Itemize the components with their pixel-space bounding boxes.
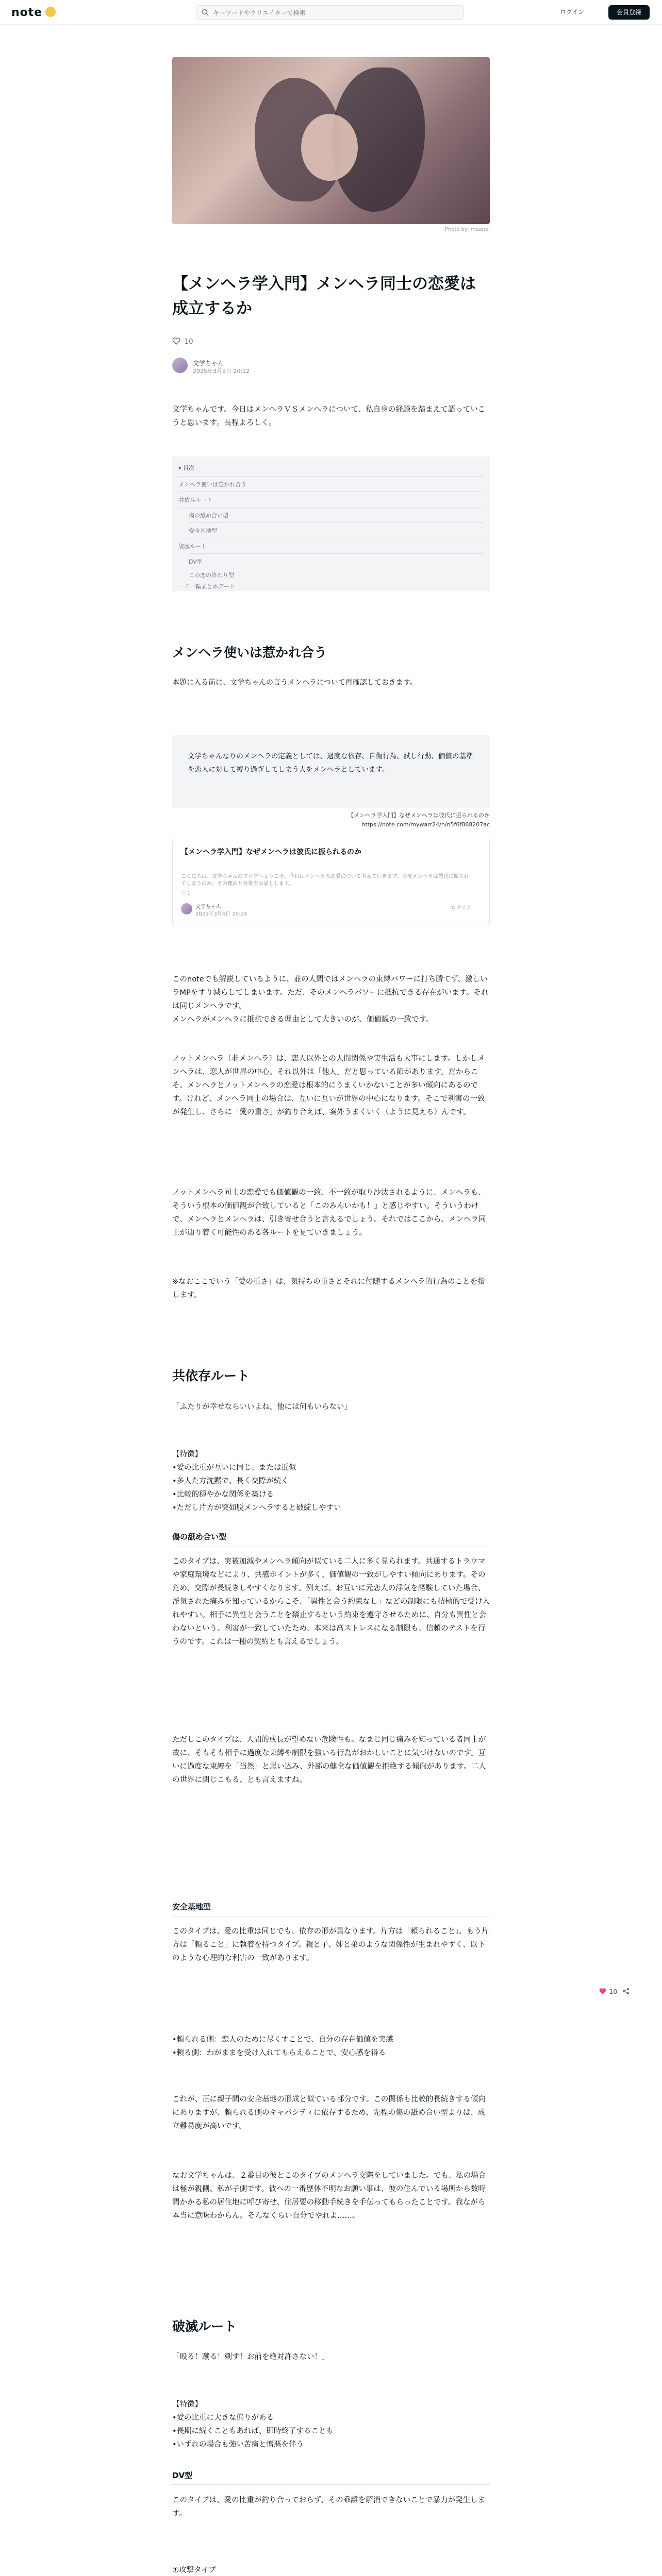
tagline: 「殴る！蹴る！刺す！お前を絶対許さない！」 [172, 2353, 329, 2361]
card-like: ♡ 1 [181, 891, 191, 896]
login-link[interactable]: ログイン [560, 8, 585, 15]
paragraph: このnoteでも解説しているように、並の人間ではメンヘラの束縛パワーに打ち勝てず、激しいラMPをすり減らしてしまいます。ただ、そのメンヘラパワーに抵抗できる存在がいます。それは同じメンヘラです。 [172, 975, 489, 1010]
list-item: •いずれの場合も強い苦痛と憎悪を伴う [172, 2441, 304, 2449]
section-heading: メンヘラ使いは惹かれ合う [172, 645, 327, 660]
list-item: ①攻撃タイプ [172, 2566, 216, 2574]
share-icon[interactable] [622, 1988, 630, 1995]
article-title: 【メンヘラ学入門】メンヘラ同士の恋愛は成立するか [172, 275, 476, 318]
section-heading: 破滅ルート [172, 2319, 237, 2334]
logo-emoji-icon [45, 7, 56, 17]
subsection-heading: DV型 [172, 2471, 193, 2480]
card-author: 文学ちゃん [195, 904, 221, 910]
paragraph: ただしこのタイプは、人間的成長が望めない危険性も。なまじ同じ痛みを知っている者同士が故に、そもそも相手に過度な束縛や制限を強いる行為がおかしいことに気づけないのです。互いに過度な束縛を「当然」と思い込み、外部の健全な価値観を拒絶する傾向があります。二人の世界に閉じこもる、とも言えますね。 [172, 1736, 486, 1784]
paragraph: メンヘラがメンヘラに抵抗できる理由として大きいのが、価値観の一致です。 [172, 1015, 434, 1024]
list-item: •ただし片方が突如脱メンヘラすると破綻しやすい [172, 1504, 341, 1512]
like-row[interactable] [172, 337, 193, 346]
search-box[interactable] [196, 5, 464, 20]
embed-card[interactable] [172, 839, 490, 926]
quote-citation: 【メンヘラ学入門】なぜメンヘラは彼氏に振られるのか [348, 812, 490, 819]
toc-item[interactable]: 破滅ルート [178, 543, 207, 550]
top-navbar [0, 0, 662, 25]
toc-item[interactable]: DV型 [189, 558, 203, 565]
quote-text: 文学ちゃんなりのメンヘラの定義としては、過度な依存、自傷行為、試し行動、価値の基準を恋人に対して縛り過ぎしてしまう人をメンヘラとしています。 [188, 752, 473, 774]
intro-paragraph: 文学ちゃんです。今日はメンヘラＶＳメンヘラについて、私自身の経験を踏まえて語っていこうと思います。長程よろしく。 [172, 405, 486, 427]
toc-item[interactable]: 一羊一輸まとめデート [178, 583, 235, 590]
floating-like-count: 10 [609, 1988, 618, 1995]
tagline: 「ふたりが幸せならいいよね、他には何もいらない」 [172, 1403, 352, 1411]
paragraph: このタイプは、愛の比重は同じでも、依存の形が異なります。片方は「頼られること」、もう片方は「頼ること」に執着を持つタイプ。親と子、姉と弟のような関係性が生まれやすく、以下のような心理的な利害の一致があります。 [172, 1927, 489, 1962]
toc-item[interactable]: 傷の舐め合い型 [189, 512, 228, 519]
table-of-contents [172, 456, 490, 591]
list-item: •愛の比重に大きな偏りがある [172, 2414, 274, 2422]
signup-button[interactable]: 会員登録 [608, 5, 650, 20]
toc-item[interactable]: この恋の終わり型 [189, 572, 234, 579]
floating-like[interactable] [599, 1988, 630, 1995]
toc-item[interactable]: 共依存ルート [178, 497, 212, 503]
list-item: •多人た方沈黙で、長く交際が続く [172, 1477, 289, 1485]
citation-link[interactable]: https://note.com/mywarr24/n/n5f6f868207ac [361, 821, 490, 828]
list-item: •長期に続くこともあれば、即時終了することも [172, 2427, 334, 2435]
paragraph: これが、正に親子間の安全基地の形成と似ている部分です。この関係も比較的長続きする傾向にありますが、頼られる側のキャパシティに依存するため、先程の傷の舐め合い型よりは、成立難易度が高いです。 [172, 2095, 486, 2130]
toc-item[interactable]: メンヘラ使いは惹かれ合う [178, 481, 246, 488]
blockquote [172, 735, 490, 808]
like-count: 10 [185, 338, 193, 346]
paragraph: ※なおここでいう「愛の重さ」は、気持ちの重さとそれに付随するメンヘラ的行為のことを指します。 [172, 1278, 485, 1299]
subsection-heading: 安全基地型 [172, 1902, 211, 1911]
note-logo[interactable]: note [11, 6, 56, 19]
paragraph: 本題に入る前に、文学ちゃんの言うメンヘラについて再確認しておきます。 [172, 679, 417, 687]
feature-heading: 【特徴】 [172, 1450, 202, 1459]
paragraph: なお文学ちゃんは、２番目の彼とこのタイプのメンヘラ交際をしていました。でも、私の場合は極が親側、私が子側です。彼への一番歴体不明なお願い事は、彼の住んでいる場所から数時間かかる私の居住地に呼び寄せ、住居要の移動手続きを手伝ってもらったことです。我ながら本当に意味わからん。そんなくらい自分でやれよ……。 [172, 2172, 486, 2220]
section-heading: 共依存ルート [172, 1368, 250, 1383]
search-input[interactable] [213, 8, 455, 18]
paragraph: ノットメンヘラ（非メンヘラ）は、恋人以外との人間関係や実生活も大事にします。しかしメンヘラは、恋人が世界の中心。それ以外は「他人」だと思っている節があります。だからこそ、メンヘラとノットメンヘラの恋愛は根本的にうまくいかないことが多い傾向にあるのです。けれど、メンヘラ同士の場合は、互いに互いが世界の中心になります。そこで利害の一致が発生し、さらに「愛の重さ」が釣り合えば、案外うまくいく（ように見える）んです。 [172, 1055, 485, 1116]
heart-icon[interactable] [172, 337, 180, 345]
hero-image [172, 57, 490, 224]
subsection-heading: 傷の舐め合い型 [172, 1532, 227, 1541]
card-date: 2025年3月4日 20:24 [195, 911, 247, 917]
toc-heading[interactable]: ▾ 目次 [178, 465, 195, 471]
card-description: こんにちは、文学ちゃんのブログへようこそ。今日はメンヘラの恋愛について考えていきます。なぜメンヘラは彼氏に振られてしまうのか、その理由と対策をお話しします。 [181, 874, 469, 887]
heart-icon[interactable] [599, 1988, 606, 1995]
publish-date: 2025年3月9日 20:22 [193, 368, 250, 375]
list-item: •頼る側：わがままを受け入れてもらえることで、安心感を得る [172, 2049, 386, 2057]
feature-heading: 【特徴】 [172, 2400, 202, 2409]
paragraph: ノットメンヘラ同士の恋愛でも価値観の一致、不一致が取り沙汰されるように、メンヘラも、そういう根本の価値観が合致していると「このみんいかも！」と感じやすい。そういうわけで、メンヘラとメンヘラは、引き寄せ合うと言えるでしょう。それではここから、メンヘラ同士が辿り着く可能性のある各ルートを見ていきましょう。 [172, 1189, 486, 1237]
paragraph: このタイプは、実被加減やメンヘラ傾向が似ている二人に多く見られます。共通するトラウマや家庭環境などにより、共感ポイントが多く、価値観の一致がしやすい傾向にあります。そのため、交際が長続きしやすくなります。例えば、お互いに元恋人の浮気を経験していた場合、浮気された痛みを知っているからこそ、「異性と会う約束なし」などの制限にも積極的で受け入れやすい。相手に異性と会うことを禁止するという約束を遵守させるために、自分も異性と会わないという。利害が一致していたため、本来は高ストレスになる制限も、信頼のテストを行うのです。これは一種の契約とも言えるでしょう。 [172, 1557, 490, 1646]
avatar[interactable] [172, 358, 188, 373]
avatar [181, 903, 192, 914]
list-item: •愛の比重が互いに同じ、または近似 [172, 1464, 296, 1472]
card-title[interactable]: 【メンヘラ学入門】なぜメンヘラは彼氏に振られるのか [181, 848, 361, 856]
search-icon [202, 9, 209, 16]
author-name[interactable]: 文学ちゃん [193, 360, 224, 367]
photo-credit[interactable]: Photo by: maanoi [444, 227, 490, 232]
list-item: •頼られる側：恋人のために尽くすことで、自分の存在価値を実感 [172, 2036, 393, 2044]
card-follow-link[interactable]: ログイン [451, 905, 472, 911]
paragraph: このタイプは、愛の比重が釣り合っておらず、その乖離を解消できないことで暴力が発生します。 [172, 2496, 486, 2518]
chevron-down-icon: ▾ [178, 465, 184, 471]
author-info[interactable] [172, 355, 378, 376]
list-item: •比較的穏やかな関係を築ける [172, 1490, 274, 1499]
toc-item[interactable]: 安全基地型 [189, 528, 217, 534]
